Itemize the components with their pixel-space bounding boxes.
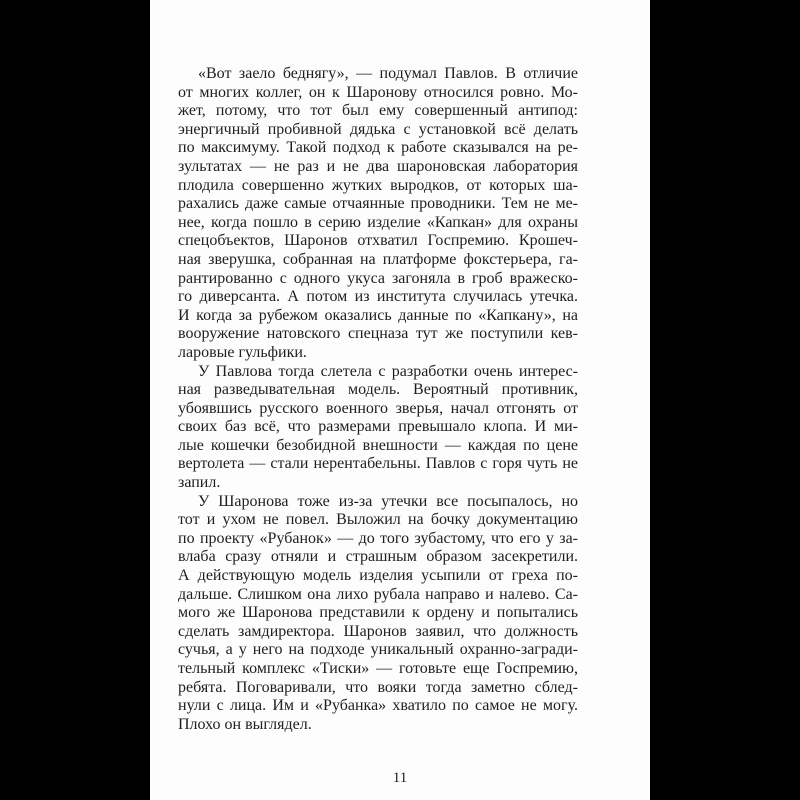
text-line: рантированно с одного укуса загоняла в гроб вражеско-: [178, 269, 578, 287]
text-line: вертолета — стали нерентабельны. Павлов с горя чуть не: [178, 455, 578, 473]
text-line: го диверсанта. А потом из института случилась утечка.: [178, 288, 578, 306]
text-line: запил.: [178, 474, 221, 492]
text-line: сучья, а у него на подходе уникальный охранно-загради-: [178, 641, 578, 659]
text-line: рахались даже самые отчаянные проводники. Тем не ме-: [178, 195, 578, 213]
text-line: ребята. Поговаривали, что вояки тогда заметно сблед-: [178, 678, 578, 696]
text-line: ларовые гульфики.: [178, 343, 307, 361]
text-line: А действующую модель изделия усыпили от греха по-: [178, 567, 578, 585]
text-line: ная разведывательная модель. Вероятный противник,: [178, 381, 578, 399]
text-line: нее, когда пошло в серию изделие «Капкан» для охраны: [178, 213, 578, 231]
text-line: зультатах — не раз и не два шароновская лаборатория: [178, 157, 578, 175]
text-line: от многих коллег, он к Шаронову относился ровно. Мо-: [178, 83, 578, 101]
text-line: влаба сразу отняли и страшным образом засекретили.: [178, 548, 578, 566]
text-line: «Вот заело беднягу», — подумал Павлов. В отличие: [198, 65, 578, 82]
text-line: лые кошечки безобидной внешности — каждая по цене: [178, 436, 578, 454]
text-line: по проекту «Рубанок» — до того зубастому, что его у за-: [178, 529, 578, 547]
text-line: своих баз всё, что размерами превышало клопа. И ми-: [178, 418, 578, 436]
text-line: спецобъектов, Шаронов отхватил Госпремию. Крошеч-: [178, 232, 578, 250]
body-text: [178, 65, 578, 734]
text-line: энергичный пробивной дядька с установкой всё делать: [178, 120, 578, 138]
text-line: по максимуму. Такой подход к работе сказывался на ре-: [178, 139, 578, 157]
text-line: Плохо он выглядел.: [178, 715, 312, 733]
text-line: тельный комплекс «Тиски» — готовьте еще Госпремию,: [178, 660, 578, 677]
text-line: вооружение натовского спецназа тут же поступили кев-: [178, 325, 578, 343]
text-line: жет, потому, что тот был ему совершенный антипод:: [178, 102, 578, 120]
book-page: [150, 0, 650, 800]
text-line: сделать замдиректора. Шаронов заявил, что должность: [178, 622, 578, 640]
text-line: мого же Шаронова представили к ордену и попытались: [178, 604, 578, 622]
text-line: плодила совершенно жутких выродков, от которых ша-: [178, 176, 578, 194]
text-line: У Шаронова тоже из-за утечки все посыпалось, но: [198, 492, 578, 510]
text-line: ная зверушка, собранная на платформе фокстерьера, га-: [178, 250, 578, 268]
text-line: убоявшись русского военного зверья, начал отгонять от: [178, 399, 578, 417]
page-number: 11: [392, 770, 408, 786]
text-line: дальше. Слишком она лихо рубала направо и налево. Са-: [178, 585, 578, 603]
text-line: У Павлова тогда слетела с разработки очень интерес-: [198, 362, 578, 380]
text-line: нули с лица. Им и «Рубанка» хватило по самое не могу.: [178, 697, 578, 715]
text-line: И когда за рубежом оказались данные по «Капкану», на: [178, 306, 578, 324]
text-line: тот и ухом не повел. Выложил на бочку документацию: [178, 511, 578, 529]
